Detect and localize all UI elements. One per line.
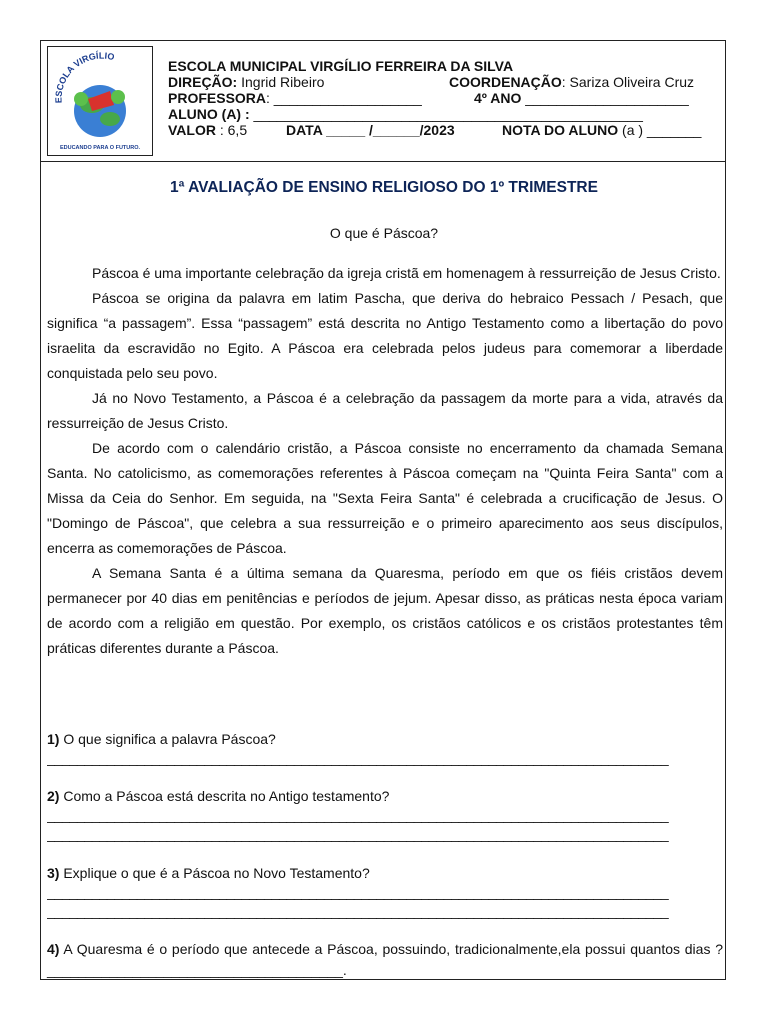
- question-text[interactable]: A Quaresma é o período que antecede a Páscoa, possuindo, tradicionalmente,ela possui quantos dias ?______________________________________.: [47, 941, 723, 978]
- reading-text: [47, 261, 723, 661]
- question-1: [47, 730, 723, 768]
- data-field[interactable]: DATA _____ /______/2023: [286, 122, 455, 138]
- question-number: 3): [47, 865, 60, 881]
- school-logo: [47, 46, 153, 156]
- paragraph: Já no Novo Testamento, a Páscoa é a celebração da passagem da morte para a vida, através da ressurreição de Jesus Cristo.: [47, 390, 723, 431]
- valor-value: : 6,5: [215, 122, 248, 138]
- professora-label: PROFESSORA: [168, 90, 267, 106]
- direcao-label: DIREÇÃO:: [168, 74, 238, 90]
- paragraph: Páscoa se origina da palavra em latim Pascha, que deriva do hebraico Pessach / Pesach, que significa “a passagem”. Essa “passagem” está descrita no Antigo Testamento como a libertação do povo israelita da escravidão no Egito. A Páscoa era celebrada pelos judeus para comemorar a liberdade conquistada pelo seu povo.: [47, 290, 723, 381]
- question-number: 1): [47, 731, 60, 747]
- exam-page: [40, 40, 726, 980]
- logo-arc-text: ESCOLA VIRGÍLIO: [53, 50, 116, 104]
- answer-line[interactable]: ___________________________________________________________________________________: [47, 750, 669, 766]
- question-number: 2): [47, 788, 60, 804]
- professora-field[interactable]: : ___________________: [266, 90, 422, 106]
- question-4: [47, 939, 723, 981]
- school-logo-image: [48, 47, 152, 155]
- coordenacao-label: COORDENAÇÃO: [449, 74, 562, 90]
- ano-field[interactable]: _____________________: [521, 90, 689, 106]
- paragraph: De acordo com o calendário cristão, a Páscoa consiste no encerramento da chamada Semana Santa. No catolicismo, as comemorações referentes à Páscoa começam na "Quinta Feira Santa" com a Missa da Ceia do Senhor. Em seguida, na "Sexta Feira Santa" é celebrada a crucificação de Jesus. O "Domingo de Páscoa", que celebra a sua ressurreição e o primeiro aparecimento aos seus discípulos, encerra as comemorações de Páscoa.: [47, 440, 723, 556]
- logo-slogan: EDUCANDO PARA O FUTURO.: [59, 145, 141, 151]
- school-name: ESCOLA MUNICIPAL VIRGÍLIO FERREIRA DA SILVA: [168, 58, 514, 74]
- aluno-field[interactable]: __________________________________________________: [249, 106, 643, 122]
- paragraph: A Semana Santa é a última semana da Quaresma, período em que os fiéis cristãos devem permanecer por 40 dias em penitências e períodos de jejum. Apesar disso, as práticas nesta época variam de acordo com a religião em questão. Por exemplo, os cristãos católicos e os cristãos protestantes têm práticas diferentes durante a Páscoa.: [47, 565, 723, 656]
- question-text: Como a Páscoa está descrita no Antigo testamento?: [59, 788, 390, 804]
- child-figure-icon: [111, 90, 125, 104]
- exam-title: 1ª AVALIAÇÃO DE ENSINO RELIGIOSO DO 1º TRIMESTRE: [170, 179, 598, 196]
- text-subtitle: O que é Páscoa?: [329, 225, 439, 241]
- answer-line[interactable]: ___________________________________________________________________________________: [47, 884, 669, 900]
- question-number: 4): [47, 941, 60, 957]
- answer-line[interactable]: ___________________________________________________________________________________: [47, 903, 669, 919]
- question-2: [47, 787, 723, 844]
- aluno-label: ALUNO (A) :: [168, 106, 250, 122]
- nota-label: NOTA DO ALUNO: [502, 122, 619, 138]
- answer-line[interactable]: ___________________________________________________________________________________: [47, 826, 669, 842]
- school-info: [168, 58, 724, 138]
- question-text: Explique o que é a Páscoa no Novo Testamento?: [59, 865, 370, 881]
- coordenacao-value: : Sariza Oliveira Cruz: [561, 74, 695, 90]
- child-figure-icon: [74, 92, 88, 106]
- exam-header: [41, 41, 725, 162]
- question-3: [47, 864, 723, 921]
- answer-line[interactable]: ___________________________________________________________________________________: [47, 807, 669, 823]
- paragraph: Páscoa é uma importante celebração da igreja cristã em homenagem à ressurreição de Jesus Cristo.: [92, 265, 721, 281]
- direcao-value: Ingrid Ribeiro: [237, 74, 325, 90]
- question-text: O que significa a palavra Páscoa?: [59, 731, 276, 747]
- ano-label: 4º ANO: [474, 90, 522, 106]
- valor-label: VALOR: [168, 122, 216, 138]
- nota-field[interactable]: (a ) _______: [618, 122, 702, 138]
